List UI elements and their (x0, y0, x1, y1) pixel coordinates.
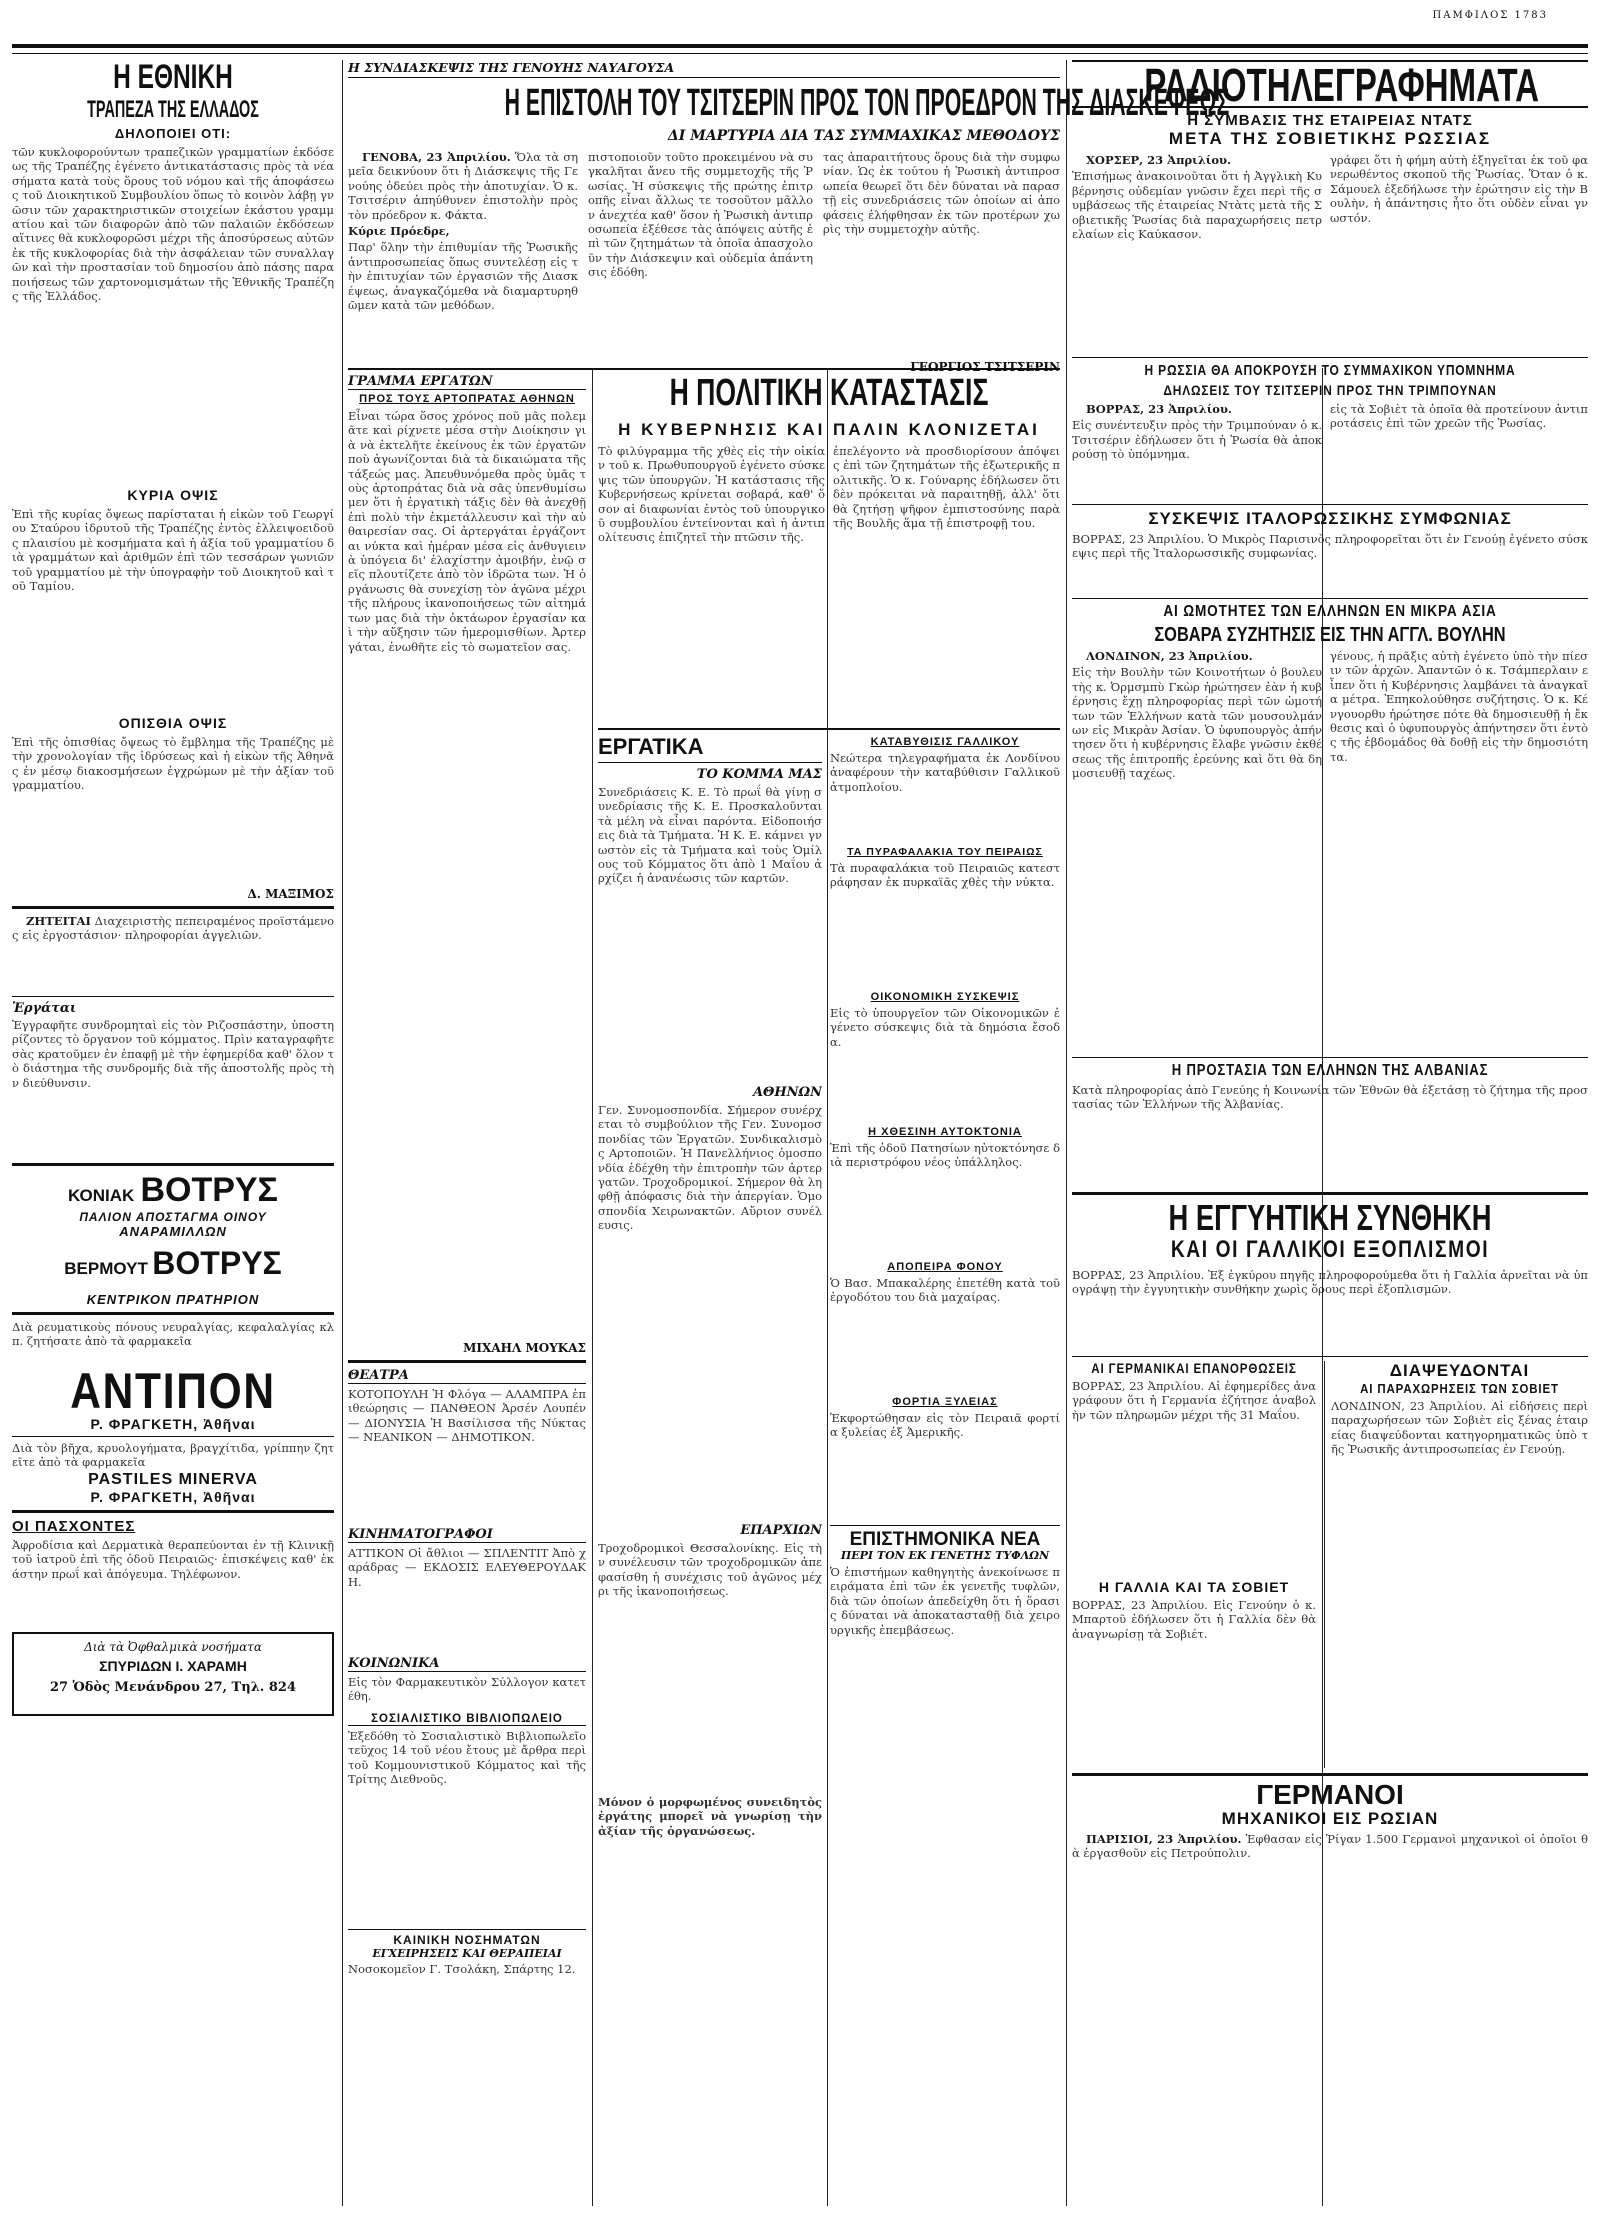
athinon-heading: ΑΘΗΝΩΝ (752, 1085, 822, 1100)
kliniki-sub: ΕΓΧΕΙΡΗΣΕΙΣ ΚΑΙ ΘΕΡΑΠΕΙΑΙ (372, 1947, 562, 1960)
germanoi-sub: ΜΗΧΑΝΙΚΟΙ ΕΙΣ ΡΩΣΙΑΝ (1221, 1809, 1439, 1828)
column-rule (592, 368, 593, 2206)
katavyshis-heading: ΚΑΤΑΒΥΘΙΣΙΣ ΓΑΛΛΙΚΟΥ (870, 736, 1020, 748)
kyria-opsis-text: Ἐπὶ τῆς κυρίας ὄψεως παρίσταται ἡ εἰκὼν τοῦ Γεωργίου Σταύρου ἱδρυτοῦ τῆς Τραπέζης ἐντὸς ἐλλειψοειδοῦς πλαισίου μὲ κοσμήματα καὶ ἡ ἀξία τοῦ γραμματίου διὰ γραμμάτων καὶ ἀριθμῶν ἐπὶ τῶν τεσσάρων γωνιῶν τοῦ γραμματίου μὲ τὴν ὑπογραφὴν τοῦ Διοικητοῦ καὶ τοῦ Ταμίου. (12, 507, 334, 594)
gallia-heading: Η ΓΑΛΛΙΑ ΚΑΙ ΤΑ ΣΟΒΙΕΤ (1098, 1579, 1290, 1595)
epistimonika-sub: ΠΕΡΙ ΤΟΝ ΕΚ ΓΕΝΕΤΗΣ ΤΥΦΛΩΝ (840, 1549, 1050, 1562)
lead-signature: ΓΕΩΡΓΙΟΣ ΤΣΙΤΣΕΡΙΝ (910, 360, 1060, 374)
kinimatografoi-heading: ΚΙΝΗΜΑΤΟΓΡΑΦΟΙ (348, 1527, 586, 1543)
ophthalmic-ad-box (12, 1632, 334, 1716)
apopeira-heading: ΑΠΟΠΕΙΡΑ ΦΟΝΟΥ (887, 1261, 1003, 1273)
antipon-brand: ΑΝΤΙΠΟΝ (70, 1363, 276, 1419)
lead-subhead: ΔΙ ΜΑΡΤΥΡΙΑ ΔΙΑ ΤΑΣ ΣΥΜΜΑΧΙΚΑΣ ΜΕΘΟΔΟΥΣ (667, 128, 1060, 144)
theatra-heading: ΘΕΑΤΡΑ (348, 1368, 586, 1384)
bank-title: Η ΕΘΝΙΚΗ (113, 58, 233, 96)
radio-headline: ΡΑΔΙΟΤΗΛΕΓΡΑΦΗΜΑΤΑ (1144, 59, 1540, 111)
sovara-heading: ΣΟΒΑΡΑ ΣΥΖΗΤΗΣΙΣ ΕΙΣ ΤΗΝ ΑΓΓΛ. ΒΟΥΛΗΝ (1154, 624, 1506, 646)
pyrkagia-heading: ΤΑ ΠΥΡΑΦΑΛΑΚΙΑ ΤΟΥ ΠΕΙΡΑΙΩΣ (847, 846, 1043, 858)
londinon-dateline: ΛΟΝΔΙΝΟΝ, 23 Ἀπριλίου. (1086, 649, 1253, 663)
ergatika-heading: ΕΡΓΑΤΙΚΑ (598, 734, 704, 759)
soc-bibl-heading: ΣΟΣΙΑΛΙΣΤΙΚΟ ΒΙΒΛΙΟΠΩΛΕΙΟ (348, 1713, 586, 1726)
diapseudontai-sub: ΑΙ ΠΑΡΑΧΩΡΗΣΕΙΣ ΤΩΝ ΣΟΒΙΕΤ (1360, 1381, 1559, 1396)
lead-dateline: ΓΕΝΟΒΑ, 23 Ἀπριλίου. (362, 150, 511, 164)
opisthia-opsis-text: Ἐπὶ τῆς ὀπισθίας ὄψεως τὸ ἔμβλημα τῆς Τραπέζης μὲ τὴν χρονολογίαν τῆς ἱδρύσεως καὶ ἡ εἰκὼν τῆς Ἀθηνᾶς ἐν μέσῳ διακοσμήσεων ἐγχρώμων μὲ τὴν ἀξίαν τοῦ γραμματίου. (12, 735, 334, 793)
ergatai-label: Ἐργάται (12, 1001, 77, 1016)
syskepsis-heading: ΣΥΣΚΕΨΙΣ ΙΤΑΛΟΡΩΣΣΙΚΗΣ ΣΥΜΦΩΝΙΑΣ (1148, 509, 1512, 528)
page-folio: ΠΑΜΦΙΛΟΣ 1783 (1432, 10, 1548, 21)
vorras-dateline: ΒΟΡΡΑΣ, 23 Ἀπριλίου. (1086, 402, 1232, 416)
ergatai-text: Ἐγγραφῆτε συνδρομηταὶ εἰς τὸν Ριζοσπάστην, ὑποστηρίζοντες τὸ ὄργανον τοῦ κόμματος. Πρὶν καταγραφῆτε σὰς κρατοῦμεν ἐν ἐπαφῇ μὲ τὴν ἐφημερίδα καθ' ὅλον τὸ διάστημα τῆς συνδρομῆς διὰ τῆς ἀποστολῆς πρὸς τὴν διεύθυνσιν. (12, 1018, 334, 1090)
left-column: Η ΕΘΝΙΚΗ ΤΡΑΠΕΖΑ ΤΗΣ ΕΛΛΑΔΟΣ ΔΗΛΟΠΟΙΕΙ ΟΤΙ: τῶν κυκλοφορούντων τραπεζικῶν γραμματίων ἐκδόσεως τῆς Τραπέζης ἐγένετο ἀντικατάστασις πρὸς τὰ νέα σήματα κατὰ τοὺς ὅρους τοῦ νόμου καὶ τῆς ἀποφάσεως τοῦ Διοικητικοῦ Συμβουλίου ὅπως τὸ κοινὸν λάβῃ γνῶσιν τῶν χαρακτηριστικῶν στοιχείων ἑκάστου γραμματίου καὶ τῶν διαφορῶν ἀπὸ τῶν παλαιῶν ἐκδόσεων αἵτινες θὰ κυκλοφορῶσι μέχρι τῆς ἀποσύρσεως αὐτῶν ἐκ τῆς κυκλοφορίας διὰ τὴν ἀσφάλειαν τῶν συναλλαγῶν καὶ τὴν προστασίαν τοῦ δημοσίου ἀπὸ πάσης παραποιήσεως τῶν χαρτονομισμάτων τῆς Ἐθνικῆς Τραπέζης τῆς Ἑλλάδος. ΚΥΡΙΑ ΟΨΙΣ Ἐπὶ τῆς κυρίας ὄψεως παρίσταται ἡ εἰκὼν τοῦ Γεωργίου Σταύρου ἱδρυτοῦ τῆς Τραπέζης ἐντὸς ἐλλειψοειδοῦς πλαισίου μὲ κοσμήματα καὶ ἡ ἀξία τοῦ γραμματίου διὰ γραμμάτων καὶ ἀριθμῶν ἐπὶ τῶν τεσσάρων γωνιῶν τοῦ γραμματίου μὲ τὴν ὑπογραφὴν τοῦ Διοικητοῦ καὶ τοῦ Ταμίου. ΟΠΙΣΘΙΑ ΟΨΙΣ Ἐπὶ τῆς ὀπισθίας ὄψεως τὸ ἔμβλημα τῆς Τραπέζης μὲ τὴν χρονολογίαν τῆς ἱδρύσεως καὶ ἡ εἰκὼν τῆς Ἀθηνᾶς ἐν μέσῳ διακοσμήσεων ἐγχρώμων μὲ τὴν ἀξίαν τοῦ γραμματίου. Δ. ΜΑΞΙΜΟΣ ΖΗΤΕΙΤΑΙ Διαχειριστὴς πεπειραμένος προϊστάμενος εἰς ἐργοστάσιον· πληροφορίαι ἀγγελιῶν. Ἐργάται Ἐγγραφῆτε συνδρομηταὶ εἰς τὸν Ριζοσπάστην, ὑποστηρίζοντες τὸ ὄργανον τοῦ κόμματος. Πρὶν καταγραφῆτε σὰς κρατοῦμεν ἐν ἐπαφῇ μὲ τὴν ἐφημερίδα καθ' ὅλον τὸ διάστημα τῆς συνδρομῆς διὰ τῆς ἀποστολῆς πρὸς τὴν διεύθυνσιν. ΚΟΝΙΑΚ ΒΟΤΡΥΣ ΠΑΛΙΟΝ ΑΠΟΣΤΑΓΜΑ ΟΙΝΟΥ ΑΝΑΡΑΜΙΛΛΩΝ ΒΕΡΜΟΥΤ ΒΟΤΡΥΣ ΚΕΝΤΡΙΚΟΝ ΠΡΑΤΗΡΙΟΝ Διὰ ρευματικοὺς πόνους νευραλγίας, κεφαλαλγίας κλπ. ζητήσατε ἀπὸ τὰ φαρμακεῖα ΑΝΤΙΠΟΝ Ρ. ΦΡΑΓΚΕΤΗ, Ἀθῆναι Διὰ τὸν βῆχα, κρυολογήματα, βραγχίτιδα, γρίππην ζητεῖτε ἀπὸ τὰ φαρμακεῖα PASTILES MINERVA Ρ. ΦΡΑΓΚΕΤΗ, Ἀθῆναι ΟΙ ΠΑΣΧΟΝΤΕΣ Ἀφροδίσια καὶ Δερματικὰ θεραπεύονται ἐν τῇ Κλινικῇ τοῦ ἰατροῦ ἐπὶ τῆς ὁδοῦ Πειραιῶς· ἐπισκέψεις καθ' ἑκάστην πρωΐ καὶ ἀπόγευμα. Τηλέφωνον. Διὰ τὰ Ὀφθαλμικὰ νοσήματα ΣΠΥΡΙΔΩΝ Ι. ΧΑΡΑΜΗ 27 Ὁδὸς Μενάνδρου 27, Τηλ. 824 (12, 60, 334, 2210)
column-rule (1066, 60, 1067, 2206)
opisthia-opsis-heading: ΟΠΙΣΘΙΑ ΟΨΙΣ (118, 715, 228, 731)
oikonomiki-heading: ΟΙΚΟΝΟΜΙΚΗ ΣΥΣΚΕΨΙΣ (870, 991, 1020, 1003)
lead-kicker: Η ΣΥΝΔΙΑΣΚΕΨΙΣ ΤΗΣ ΓΕΝΟΥΗΣ ΝΑΥΑΓΟΥΣΑ (348, 60, 1060, 78)
bank-subtitle: ΤΡΑΠΕΖΑ ΤΗΣ ΕΛΛΑΔΟΣ (87, 96, 259, 123)
fortia-heading: ΦΟΡΤΙΑ ΞΥΛΕΙΑΣ (892, 1396, 998, 1408)
engyitiki-heading: Η ΕΓΓΥΗΤΙΚΗ ΣΥΝΘΗΚΗ (1168, 1197, 1492, 1238)
botrys-brand: ΒΟΤΡΥΣ (140, 1171, 278, 1209)
politiki-subhead: Η ΚΥΒΕΡΝΗΣΙΣ ΚΑΙ ΠΑΛΙΝ ΚΛΟΝΙΖΕΤΑΙ (618, 420, 1040, 439)
kentrikon-pratirion: ΚΕΝΤΡΙΚΟΝ ΠΡΑΤΗΡΙΟΝ (86, 1292, 260, 1307)
vermout-label: ΒΕΡΜΟΥΤ (64, 1259, 148, 1278)
ad-box-line1: Διὰ τὰ Ὀφθαλμικὰ νοσήματα (84, 1640, 262, 1654)
germanoi-heading: ΓΕΡΜΑΝΟΙ (1256, 1779, 1404, 1810)
politiki-section: Η ΠΟΛΙΤΙΚΗ ΚΑΤΑΣΤΑΣΙΣ Η ΚΥΒΕΡΝΗΣΙΣ ΚΑΙ ΠΑΛΙΝ ΚΛΟΝΙΖΕΤΑΙ Τὸ φιλύγραμμα τῆς χθὲς εἰς τὴν οἰκίαν τοῦ κ. Πρωθυπουργοῦ ἐγένετο σύσκεψις τῶν ὑπουργῶν. Ἡ κατάστασις τῆς Κυβερνήσεως κρίνεται σοβαρά, καθ' ὅσον αἱ διαφωνίαι ἐντὸς τοῦ ὑπουργικοῦ συμβουλίου ἐντείνονται καὶ ἡ ἀντιπολίτευσις ἐπιζητεῖ τὴν πτῶσιν τῆς. ἐπελέγοντο νὰ προσδιορίσουν ἀπόψεις ἐπὶ τῶν ζητημάτων τῆς ἐξωτερικῆς πολιτικῆς. Ὁ κ. Γούναρης ἐδήλωσεν ὅτι δὲν πρόκειται νὰ παραιτηθῇ, ἀλλ' ὅτι θὰ ζητήσῃ ψῆφον ἐμπιστοσύνης παρὰ τῆς Βουλῆς ἅμα τῇ ἐπιστροφῇ του. ΕΡΓΑΤΙΚΑ ΤΟ ΚΟΜΜΑ ΜΑΣ Συνεδριάσεις Κ. Ε. Τὸ πρωΐ θὰ γίνῃ συνεδρίασις τῆς Κ. Ε. Προσκαλοῦνται τὰ μέλη νὰ εἶναι παρόντα. Εἰδοποιήσεις διὰ τὰ Τμήματα. Ἡ Κ. Ε. κάμνει γνωστὸν εἰς τὰ Τμήματα καὶ τοὺς Ὁμίλους τοῦ Κόμματος ὅτι ἀπὸ 1 Μαΐου ἀρχίζει ἡ ἀνανέωσις τῶν καρτῶν. ΑΘΗΝΩΝ Γεν. Συνομοσπονδία. Σήμερον συνέρχεται τὸ συμβούλιον τῆς Γεν. Συνομοσπονδίας τῶν Ἐργατῶν. Συνδικαλισμὸς Αρτοποιῶν. Ἡ Πανελλήνιος ὁμοσπονδία ἐδέχθη τὴν ἐπιτροπὴν τῶν ἀρτεργατῶν. Τροχοδρομικοί. Σήμερον θὰ ληφθῇ ἀπόφασις διὰ τὴν ἀπεργίαν. Ὁμοσπονδία Χειρωνακτῶν. Αὔριον συνέλευσις. ΕΠΑΡΧΙΩΝ Τροχοδρομικοὶ Θεσσαλονίκης. Εἰς τὴν συνέλευσιν τῶν τροχοδρομικῶν ἀπεφασίσθη ἡ συνέχισις τοῦ ἀγῶνος μέχρι τῆς ἱκανοποιήσεως. Μόνον ὁ μορφωμένος συνειδητὸς ἐργάτης μπορεῖ νὰ γνωρίσῃ τὴν ἀξίαν τῆς ὀργανώσεως. ΚΑΤΑΒΥΘΙΣΙΣ ΓΑΛΛΙΚΟΥ Νεώτερα τηλεγραφήματα ἐκ Λονδίνου ἀναφέρουν τὴν καταβύθισιν Γαλλικοῦ ἀτμοπλοίου. ΤΑ ΠΥΡΑΦΑΛΑΚΙΑ ΤΟΥ ΠΕΙΡΑΙΩΣ Τὰ πυραφαλάκια τοῦ Πειραιῶς κατεστράφησαν ἐκ πυρκαϊᾶς χθὲς τὴν νύκτα. ΟΙΚΟΝΟΜΙΚΗ ΣΥΣΚΕΨΙΣ Εἰς τὸ ὑπουργεῖον τῶν Οἰκονομικῶν ἐγένετο σύσκεψις διὰ τὰ δημόσια ἔσοδα. Η ΧΘΕΣΙΝΗ ΑΥΤΟΚΤΟΝΙΑ Ἐπὶ τῆς ὁδοῦ Πατησίων ηὐτοκτόνησε διὰ περιστρόφου νέος ὑπάλληλος. ΑΠΟΠΕΙΡΑ ΦΟΝΟΥ Ὁ Βασ. Μπακαλέρης ἐπετέθη κατὰ τοῦ ἐργοδότου του διὰ μαχαίρας. ΦΟΡΤΙΑ ΞΥΛΕΙΑΣ Ἐκφορτώθησαν εἰς τὸν Πειραιᾶ φορτία ξυλείας ἐξ Ἀμερικῆς. ΕΠΙΣΤΗΜΟΝΙΚΑ ΝΕΑ ΠΕΡΙ ΤΟΝ ΕΚ ΓΕΝΕΤΗΣ ΤΥΦΛΩΝ Ὁ ἐπιστήμων καθηγητὴς ἀνεκοίνωσε πειράματα ἐπὶ τῶν ἐκ γενετῆς τυφλῶν, διὰ τῶν ὁποίων ἀπεδείχθη ὅτι ἡ ὅρασις δύναται νὰ ἀποκατασταθῇ διὰ χειρουργικῆς ἐπεμβάσεως. (598, 372, 1060, 1838)
gramma-title: ΓΡΑΜΜΑ ΕΡΓΑΤΩΝ (348, 374, 586, 390)
epistimonika-heading: ΕΠΙΣΤΗΜΟΝΙΚΑ ΝΕΑ (849, 1529, 1041, 1550)
bank-notice-text: τῶν κυκλοφορούντων τραπεζικῶν γραμματίων ἐκδόσεως τῆς Τραπέζης ἐγένετο ἀντικατάστασις πρὸς τὰ νέα σήματα κατὰ τοὺς ὅρους τοῦ νόμου καὶ τῆς ἀποφάσεως τοῦ Διοικητικοῦ Συμβουλίου ὅπως τὸ κοινὸν λάβῃ γνῶσιν τῶν χαρακτηριστικῶν στοιχείων ἑκάστου γραμματίου καὶ τῶν διαφορῶν ἀπὸ τῶν παλαιῶν ἐκδόσεων αἵτινες θὰ κυκλοφορῶσι μέχρι τῆς ἀποσύρσεως αὐτῶν ἐκ τῆς κυκλοφορίας διὰ τὴν ἀσφάλειαν τῶν συναλλαγῶν καὶ τὴν προστασίαν τοῦ δημοσίου ἀπὸ πάσης παραποιήσεως τῶν χαρτονομισμάτων τῆς Ἐθνικῆς Τραπέζης τῆς Ἑλλάδος. (12, 145, 334, 304)
engyitiki-sub: ΚΑΙ ΟΙ ΓΑΛΛΙΚΟΙ ΕΞΟΠΛΙΣΜΟΙ (1170, 1236, 1490, 1263)
omotites-heading: ΑΙ ΩΜΟΤΗΤΕΣ ΤΩΝ ΕΛΛΗΝΩΝ ΕΝ ΜΙΚΡΑ ΑΣΙΑ (1163, 603, 1497, 620)
to-komma-heading: ΤΟ ΚΟΜΜΑ ΜΑΣ (696, 767, 822, 782)
ad-box-line3: 27 Ὁδὸς Μενάνδρου 27, Τηλ. 824 (50, 1680, 296, 1695)
kyria-opsis-heading: ΚΥΡΙΑ ΟΨΙΣ (127, 487, 219, 503)
zitoitai-label: ΖΗΤΕΙΤΑΙ (26, 914, 91, 928)
politiki-headline: Η ΠΟΛΙΤΙΚΗ ΚΑΤΑΣΤΑΣΙΣ (669, 372, 989, 414)
kyrie-proedre: Κύριε Πρόεδρε, (348, 224, 450, 239)
radio-sub1: Η ΣΥΜΒΑΣΙΣ ΤΗΣ ΕΤΑΙΡΕΙΑΣ ΝΤΑΤΣ (1187, 112, 1473, 129)
kliniki-heading: ΚΑΙΝΙΚΗ ΝΟΣΗΜΑΤΩΝ (348, 1929, 586, 1947)
right-column: ΡΑΔΙΟΤΗΛΕΓΡΑΦΗΜΑΤΑ Η ΣΥΜΒΑΣΙΣ ΤΗΣ ΕΤΑΙΡΕΙΑΣ ΝΤΑΤΣ ΜΕΤΑ ΤΗΣ ΣΟΒΙΕΤΙΚΗΣ ΡΩΣΣΙΑΣ ΧΟΡΣΕΡ, 23 Ἀπριλίου. Ἐπισήμως ἀνακοινοῦται ὅτι ἡ Ἀγγλικὴ Κυβέρνησις οὐδεμίαν γνῶσιν ἔχει περὶ τῆς συμβάσεως τῆς ἑταιρείας Ντὰτς μετὰ τῆς Σοβιετικῆς Ῥωσίας διὰ παραχωρήσεις πετρελαίων εἰς Καύκασον. γράφει ὅτι ἡ φήμη αὐτὴ ἐξηγεῖται ἐκ τοῦ φανερωθέντος σκοποῦ τῆς Ῥωσίας. Ὅταν ὁ κ. Σάμουελ ἐξεδήλωσε τὴν ἐρώτησιν εἰς τὴν Βουλὴν, ἡ ἀπάντησις ἦτο ὅτι οὐδὲν εἶναι γνωστόν. Η ΡΩΣΣΙΑ ΘΑ ΑΠΟΚΡΟΥΣΗ ΤΟ ΣΥΜΜΑΧΙΚΟΝ ΥΠΟΜΝΗΜΑ ΔΗΛΩΣΕΙΣ ΤΟΥ ΤΣΙΤΣΕΡΙΝ ΠΡΟΣ ΤΗΝ ΤΡΙΜΠΟΥΝΑΝ ΒΟΡΡΑΣ, 23 Ἀπριλίου. Εἰς συνέντευξιν πρὸς τὴν Τριμπούναν ὁ κ. Τσιτσέριν ἐδήλωσεν ὅτι ἡ Ῥωσία θὰ ἀποκρούσῃ τὸ ὑπόμνημα. εἰς τὰ Σοβιὲτ τὰ ὁποῖα θὰ προτείνουν ἀντιπροτάσεις ἐπὶ τῶν χρεῶν τῆς Ῥωσίας. ΣΥΣΚΕΨΙΣ ΙΤΑΛΟΡΩΣΣΙΚΗΣ ΣΥΜΦΩΝΙΑΣ ΒΟΡΡΑΣ, 23 Ἀπριλίου. Ὁ Μικρὸς Παρισινὸς πληροφορεῖται ὅτι ἐν Γενούῃ ἐγένετο σύσκεψις περὶ τῆς Ἰταλορωσσικῆς συμφωνίας. ΑΙ ΩΜΟΤΗΤΕΣ ΤΩΝ ΕΛΛΗΝΩΝ ΕΝ ΜΙΚΡΑ ΑΣΙΑ ΣΟΒΑΡΑ ΣΥΖΗΤΗΣΙΣ ΕΙΣ ΤΗΝ ΑΓΓΛ. ΒΟΥΛΗΝ ΛΟΝΔΙΝΟΝ, 23 Ἀπριλίου. Εἰς τὴν Βουλὴν τῶν Κοινοτήτων ὁ βουλευτὴς κ. Ὀρμσμπὺ Γκὼρ ἠρώτησεν ἐὰν ἡ κυβέρνησις ἔχῃ πληροφορίας περὶ τῶν ὠμοτήτων τῶν Ἑλλήνων κατὰ τῶν μουσουλμάνων εἰς Μικρὰν Ἀσίαν. Ὁ ὑφυπουργὸς ἀπήντησεν ὅτι ἡ κυβέρνησις ἔλαβε γνῶσιν ἐκθέσεως τῆς ἐπιτροπῆς ἐρεύνης καὶ ὅτι θὰ δημοσιευθῇ ταχέως. γένους, ἡ πρᾶξις αὐτὴ ἐγένετο ὑπὸ τὴν πίεσιν τῶν ἀρχῶν. Ἀπαντῶν ὁ κ. Τσάμπερλαιν εἶπεν ὅτι ἡ Κυβέρνησις λαμβάνει τὰ ἀναγκαῖα μέτρα. Ἐπηκολούθησε συζήτησις. Ὁ κ. Κένγουορθυ ἠρώτησε πότε θὰ δημοσιευθῇ ἡ ἔκθεσις καὶ ὁ ὑφυπουργὸς ἀπήντησεν ὅτι ἐντὸς τῆς ἑβδομάδος θὰ δοθῇ εἰς τὴν δημοσιότητα. Η ΠΡΟΣΤΑΣΙΑ ΤΩΝ ΕΛΛΗΝΩΝ ΤΗΣ ΑΛΒΑΝΙΑΣ Κατὰ πληροφορίας ἀπὸ Γενεύης ἡ Κοινωνία τῶν Ἐθνῶν θὰ ἐξετάσῃ τὸ ζήτημα τῆς προστασίας τῶν Ἑλλήνων τῆς Ἀλβανίας. Η ΕΓΓΥΗΤΙΚΗ ΣΥΝΘΗΚΗ ΚΑΙ ΟΙ ΓΑΛΛΙΚΟΙ ΕΞΟΠΛΙΣΜΟΙ ΒΟΡΡΑΣ, 23 Ἀπριλίου. Ἐξ ἐγκύρου πηγῆς πληροφορούμεθα ὅτι ἡ Γαλλία ἀρνεῖται νὰ ὑπογράψῃ τὴν ἐγγυητικὴν συνθήκην χωρὶς ὅρους περὶ ἐξοπλισμῶν. ΑΙ ΓΕΡΜΑΝΙΚΑΙ ΕΠΑΝΟΡΘΩΣΕΙΣ ΒΟΡΡΑΣ, 23 Ἀπριλίου. Αἱ ἐφημερίδες ἀναγράφουν ὅτι ἡ Γερμανία ἐζήτησε ἀναβολὴν τῶν πληρωμῶν μέχρι τῆς 31 Μαΐου. Η ΓΑΛΛΙΑ ΚΑΙ ΤΑ ΣΟΒΙΕΤ ΒΟΡΡΑΣ, 23 Ἀπριλίου. Εἰς Γενούην ὁ κ. Μπαρτοῦ ἐδήλωσεν ὅτι ἡ Γαλλία δὲν θὰ ἀναγνωρίσῃ τὰ Σοβιέτ. ΔΙΑΨΕΥΔΟΝΤΑΙ ΑΙ ΠΑΡΑΧΩΡΗΣΕΙΣ ΤΩΝ ΣΟΒΙΕΤ ΛΟΝΔΙΝΟΝ, 23 Ἀπριλίου. Αἱ εἰδήσεις περὶ παραχωρήσεων τῶν Σοβιὲτ εἰς ξένας ἑταιρείας διαψεύδονται κατηγορηματικῶς ὑπὸ τῆς Ῥωσικῆς ἀντιπροσωπείας ἐν Γενούῃ. ΓΕΡΜΑΝΟΙ ΜΗΧΑΝΙΚΟΙ ΕΙΣ ΡΩΣΙΑΝ ΠΑΡΙΣΙΟΙ, 23 Ἀπριλίου. Ἐφθασαν εἰς Ῥίγαν 1.500 Γερμανοὶ μηχανικοὶ οἱ ὁποῖοι θὰ ἐργασθοῦν εἰς Πετρούπολιν. (1072, 59, 1589, 1861)
diapseudontai-heading: ΔΙΑΨΕΥΔΟΝΤΑΙ (1389, 1361, 1530, 1380)
koniak-sub: ΠΑΛΙΟΝ ΑΠΟΣΤΑΓΜΑ ΟΙΝΟΥ (79, 1210, 267, 1224)
antipon-firm: Ρ. ΦΡΑΓΚΕΤΗ, Ἀθῆναι (90, 1416, 256, 1432)
parisioi-dateline: ΠΑΡΙΣΙΟΙ, 23 Ἀπριλίου. (1086, 1832, 1242, 1846)
lead-story: Η ΣΥΝΔΙΑΣΚΕΨΙΣ ΤΗΣ ΓΕΝΟΥΗΣ ΝΑΥΑΓΟΥΣΑ Η ΕΠΙΣΤΟΛΗ ΤΟΥ ΤΣΙΤΣΕΡΙΝ ΠΡΟΣ ΤΟΝ ΠΡΟΕΔΡΟΝ ΤΗΣ ΔΙΑΣΚΕΨΕΩΣ ΔΙ ΜΑΡΤΥΡΙΑ ΔΙΑ ΤΑΣ ΣΥΜΜΑΧΙΚΑΣ ΜΕΘΟΔΟΥΣ ΓΕΝΟΒΑ, 23 Ἀπριλίου. Ὅλα τὰ σημεῖα δεικνύουν ὅτι ἡ Διάσκεψις τῆς Γενούης ὁδεύει πρὸς τὴν ἀποτυχίαν. Ὁ κ. Τσιτσέριν ἀπηύθυνεν ἐπιστολὴν πρὸς τὸν πρόεδρον κ. Φάκτα. Κύριε Πρόεδρε, Παρ' ὅλην τὴν ἐπιθυμίαν τῆς Ῥωσικῆς ἀντιπροσωπείας ὅπως συντελέσῃ εἰς τὴν ἐπιτυχίαν τῶν ἐργασιῶν τῆς Διασκέψεως, ἀναγκαζόμεθα νὰ διαμαρτυρηθῶμεν κατὰ τῶν μεθόδων. πιστοποιοῦν τοῦτο προκειμένου νὰ συγκαλῆται ἄνευ τῆς συμμετοχῆς τῆς Ῥωσίας. Ἡ σύσκεψις τῆς πρώτης ἐπιτροπῆς εἶναι ἄλλως τε τοσοῦτον μᾶλλον ἀνεχτέα καθ' ὅσον ἡ Ῥωσικὴ ἀντιπροσωπεία ἐξέθεσε τὰς ἀπόψεις αὐτῆς ἐπὶ τῶν ζητημάτων τὰ ὁποῖα ἀπασχολοῦν τὴν Διάσκεψιν καὶ οὐδεμία ἀπάντησις ἐδόθη. τας ἀπαραιτήτους ὅρους διὰ τὴν συμφωνίαν. Ὡς ἐκ τούτου ἡ Ῥωσικὴ ἀντιπροσωπεία θεωρεῖ ὅτι δὲν δύναται νὰ παραστῇ εἰς συνεδριάσεις τῶν ὁποίων αἱ ἀποφάσεις ἐλήφθησαν ἐκ τῶν προτέρων χωρὶς τὴν συμμετοχὴν αὐτῆς. ΓΕΩΡΓΙΟΣ ΤΣΙΤΣΕΡΙΝ (348, 60, 1230, 374)
germanikai-heading: ΑΙ ΓΕΡΜΑΝΙΚΑΙ ΕΠΑΝΟΡΘΩΣΕΙΣ (1091, 1361, 1297, 1376)
gramma-signature: ΜΙΧΑΗΛ ΜΟΥΚΑΣ (463, 1341, 586, 1355)
lead-headline: Η ΕΠΙΣΤΟΛΗ ΤΟΥ ΤΣΙΤΣΕΡΙΝ ΠΡΟΣ ΤΟΝ ΠΡΟΕΔΡΟΝ ΤΗΣ ΔΙΑΣΚΕΨΕΩΣ (504, 82, 1230, 124)
gramma-text: Εἶναι τώρα ὅσος χρόνος ποῦ μᾶς πολεμᾶτε καὶ ρίχνετε μέσα στὴν Διοίκησιν γιὰ νὰ ἐκτελῆτε ἐκείνους ἐκ τῶν ἐργατῶν ποὺ ἀγωνίζονται διὰ τὰ δικαιώματα τῆς τάξεώς μας. Ἀπευθυνόμεθα πρὸς ὑμᾶς τοὺς ἀρτοπράτας διὰ νὰ σᾶς ὑπενθυμίσωμεν ὅτι ἡ ἐργατικὴ τάξις δὲν θὰ ἀνεχθῇ ἐπὶ πολὺ τὴν ἐκμετάλλευσιν καὶ τὴν αὐθαιρεσίαν σας. Οἱ ἀρτεργάται ἐργάζονται νύκτα καὶ ἡμέραν μέσα εἰς ἀνθυγιεινὰ ὑπόγεια δι' ἐλαχίστην ἀμοιβήν, ἐνῷ σεῖς πλουτίζετε ἀπὸ τὸν ἱδρῶτα των. Ἡ ὀργάνωσις θὰ συνεχίσῃ τὸν ἀγῶνα μέχρι τῆς πλήρους ἱκανοποιήσεως τῶν αἰτημάτων μας διὰ τὴν ὀκτάωρον ἐργασίαν καὶ τὴν αὔξησιν τῶν ἡμερομισθίων. Ἀρτεργάται, ἑνωθῆτε εἰς τὸ σωματεῖον σας. (348, 409, 586, 654)
paschontes-heading: ΟΙ ΠΑΣΧΟΝΤΕΣ (12, 1518, 136, 1535)
rossia-heading: Η ΡΩΣΣΙΑ ΘΑ ΑΠΟΚΡΟΥΣΗ ΤΟ ΣΥΜΜΑΧΙΚΟΝ ΥΠΟΜΝΗΜΑ (1144, 362, 1516, 379)
pastiles-firm: Ρ. ΦΡΑΓΚΕΤΗ, Ἀθῆναι (90, 1489, 256, 1505)
masthead-rule (12, 8, 1588, 48)
koniak-label: ΚΟΝΙΑΚ (68, 1186, 135, 1205)
eparchion-heading: ΕΠΑΡΧΙΩΝ (740, 1523, 822, 1538)
gramma-sub: ΠΡΟΣ ΤΟΥΣ ΑΡΤΟΠΡΑΤΑΣ ΑΘΗΝΩΝ (359, 393, 575, 405)
bank-signature: Δ. ΜΑΞΙΜΟΣ (247, 887, 334, 901)
horser-dateline: ΧΟΡΣΕΡ, 23 Ἀπριλίου. (1086, 153, 1231, 167)
pastiles-brand: PASTILES MINERVA (88, 1471, 258, 1488)
xefysisi-heading: Η ΧΘΕΣΙΝΗ ΑΥΤΟΚΤΟΝΙΑ (868, 1126, 1022, 1138)
bank-notice: ΔΗΛΟΠΟΙΕΙ ΟΤΙ: (114, 126, 232, 141)
newspaper-page (12, 8, 1588, 2216)
koniak-sub2: ΑΝΑΡΑΜΙΛΛΩΝ (119, 1224, 227, 1239)
rossia-sub: ΔΗΛΩΣΕΙΣ ΤΟΥ ΤΣΙΤΣΕΡΙΝ ΠΡΟΣ ΤΗΝ ΤΡΙΜΠΟΥΝΑΝ (1163, 382, 1497, 398)
column-two: ΓΡΑΜΜΑ ΕΡΓΑΤΩΝ ΠΡΟΣ ΤΟΥΣ ΑΡΤΟΠΡΑΤΑΣ ΑΘΗΝΩΝ Εἶναι τώρα ὅσος χρόνος ποῦ μᾶς πολεμᾶτε καὶ ρίχνετε μέσα στὴν Διοίκησιν γιὰ νὰ ἐκτελῆτε ἐκείνους ἐκ τῶν ἐργατῶν ποὺ ἀγωνίζονται διὰ τὰ δικαιώματα τῆς τάξεώς μας. Ἀπευθυνόμεθα πρὸς ὑμᾶς τοὺς ἀρτοπράτας διὰ νὰ σᾶς ὑπενθυμίσωμεν ὅτι ἡ ἐργατικὴ τάξις δὲν θὰ ἀνεχθῇ ἐπὶ πολὺ τὴν ἐκμετάλλευσιν καὶ τὴν αὐθαιρεσίαν σας. Οἱ ἀρτεργάται ἐργάζονται νύκτα καὶ ἡμέραν μέσα εἰς ἀνθυγιεινὰ ὑπόγεια δι' ἐλαχίστην ἀμοιβήν, ἐνῷ σεῖς πλουτίζετε ἀπὸ τὸν ἱδρῶτα των. Ἡ ὀργάνωσις θὰ συνεχίσῃ τὸν ἀγῶνα μέχρι τῆς πλήρους ἱκανοποιήσεως τῶν αἰτημάτων μας διὰ τὴν ὀκτάωρον ἐργασίαν καὶ τὴν αὔξησιν τῶν ἡμερομισθίων. Ἀρτεργάται, ἑνωθῆτε εἰς τὸ σωματεῖον σας. ΜΙΧΑΗΛ ΜΟΥΚΑΣ ΘΕΑΤΡΑ ΚΟΤΟΠΟΥΛΗ Ἡ Φλόγα — ΑΛΑΜΠΡΑ ἐπιθεώρησις — ΠΑΝΘΕΟΝ Ἀρσέν Λουπέν — ΔΙΟΝΥΣΙΑ Ἡ Βασίλισσα τῆς Νύκτας — ΝΕΑΝΙΚΟΝ — ΔΗΜΟΤΙΚΟΝ. ΚΙΝΗΜΑΤΟΓΡΑΦΟΙ ΑΤΤΙΚΟΝ Οἱ ἄθλιοι — ΣΠΛΕΝΤΙΤ Ἀπὸ χαράδρας — ΕΚΔΟΣΙΣ ΕΛΕΥΘΕΡΟΥΔΑΚΗ. ΚΟΙΝΩΝΙΚΑ Εἰς τὸν Φαρμακευτικὸν Σύλλογον κατετέθη. ΣΟΣΙΑΛΙΣΤΙΚΟ ΒΙΒΛΙΟΠΩΛΕΙΟ Ἐξεδόθη τὸ Σοσιαλιστικὸ Βιβλιοπωλεῖο τεῦχος 14 τοῦ νέου ἔτους μὲ ἄρθρα περὶ τοῦ Κομμουνιστικοῦ Κόμματος καὶ τῆς Τρίτης Διεθνοῦς. ΚΑΙΝΙΚΗ ΝΟΣΗΜΑΤΩΝ ΕΓΧΕΙΡΗΣΕΙΣ ΚΑΙ ΘΕΡΑΠΕΙΑΙ Νοσοκομεῖον Γ. Τσολάκη, Σπάρτης 12. (348, 374, 586, 1976)
vermout-brand: ΒΟΤΡΥΣ (152, 1245, 282, 1281)
ad-box-line2: ΣΠΥΡΙΔΩΝ Ι. ΧΑΡΑΜΗ (99, 1658, 247, 1674)
prostasia-heading: Η ΠΡΟΣΤΑΣΙΑ ΤΩΝ ΕΛΛΗΝΩΝ ΤΗΣ ΑΛΒΑΝΙΑΣ (1171, 1062, 1489, 1079)
koinonika-heading: ΚΟΙΝΩΝΙΚΑ (348, 1656, 586, 1672)
radio-sub2: ΜΕΤΑ ΤΗΣ ΣΟΒΙΕΤΙΚΗΣ ΡΩΣΣΙΑΣ (1168, 129, 1492, 148)
column-rule (342, 60, 343, 2206)
